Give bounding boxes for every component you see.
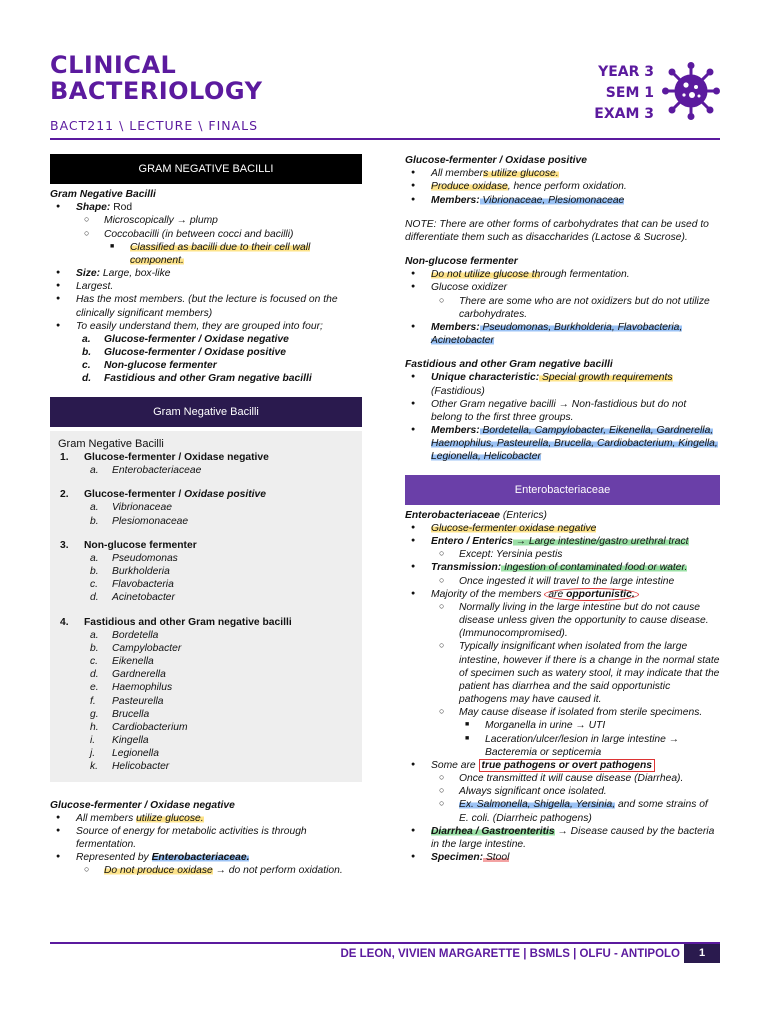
- list-item: ● Specimen: Stool: [405, 851, 720, 864]
- list-item: ● Other Gram negative bacilli → Non-fastidious but do not belong to the first three groups.: [405, 398, 720, 424]
- list-item: ● Do not utilize glucose through fermentation.: [405, 268, 720, 281]
- list-item: ● Represented by Enterobacteriaceae.: [50, 851, 362, 864]
- year-label: YEAR 3: [598, 64, 654, 80]
- list-item: f. Pasteurella: [90, 695, 164, 707]
- banner-gram-negative-bacilli-summary: Gram Negative Bacilli: [50, 397, 362, 427]
- footer-divider: [50, 942, 720, 944]
- sem-label: SEM 1: [605, 85, 654, 101]
- list-item: b. Plesiomonaceae: [90, 515, 189, 527]
- boxed-annotation: true pathogens or overt pathogens: [479, 759, 656, 772]
- list-item: ■ Morganella in urine → UTI: [405, 719, 720, 732]
- list-item: ○ Always significant once isolated.: [405, 785, 720, 798]
- list-item: e. Haemophilus: [90, 682, 173, 694]
- virus-icon: [662, 62, 720, 120]
- list-item: ● Members: Bordetella, Campylobacter, Eikenella, Gardnerella, Haemophilus, Pasteurella, Brucella, Cardiobacterium, Kingella, Legionella, Helicobacter: [405, 424, 720, 464]
- list-item: ○ Normally living in the large intestine but do not cause disease unless given the opportunity to cause disease. (Immunocompromised).: [405, 601, 720, 641]
- list-item: ● To easily understand them, they are grouped into four;: [50, 320, 362, 333]
- list-item: ● Entero / Enterics → Large intestine/gastro urethral tract: [405, 535, 720, 548]
- section-title: Glucose-fermenter / Oxidase negative: [50, 799, 235, 811]
- list-item: ○ Except: Yersinia pestis: [405, 548, 720, 561]
- document-title: [50, 52, 262, 104]
- list-item: ■ Classified as bacilli due to their cell wall component.: [50, 241, 362, 267]
- list-item: k. Helicobacter: [90, 761, 170, 773]
- list-item: ■ Laceration/ulcer/lesion in large intestine → Bacteremia or septicemia: [405, 733, 720, 759]
- oxidase-negative-list: [50, 812, 362, 878]
- oxidase-positive-list: [405, 167, 720, 207]
- list-item: d. Acinetobacter: [90, 592, 175, 604]
- list-item: ○ There are some who are not oxidizers but do not utilize carbohydrates.: [405, 295, 720, 321]
- list-item: i. Kingella: [90, 735, 149, 747]
- summary-box: [50, 431, 362, 782]
- list-item: ● Majority of the members are opportunistic.: [405, 588, 720, 601]
- list-item: c. Flavobacteria: [90, 579, 174, 591]
- list-item: d. Gardnerella: [90, 669, 166, 681]
- list-item: ○ Do not produce oxidase → do not perform oxidation.: [50, 864, 362, 877]
- title-line-1: CLINICAL: [50, 51, 177, 79]
- list-item: ○ Typically insignificant when isolated from the large intestine, however if there is a change in the normal state of specimen such as watery stool, it may indicate that the patient has diarrhea and the said opportunistic pathogens may have caused it.: [405, 640, 720, 706]
- page-number: 1: [684, 944, 720, 963]
- list-item: g. Brucella: [90, 708, 150, 720]
- course-subtitle: BACT211 \ LECTURE \ FINALS: [50, 118, 259, 133]
- list-item: ● Diarrhea / Gastroenteritis → Disease caused by the bacteria in the large intestine.: [405, 825, 720, 851]
- list-item: j. Legionella: [90, 748, 159, 760]
- list-item: b. Burkholderia: [90, 566, 170, 578]
- section-title: Non-glucose fermenter: [405, 256, 518, 268]
- list-item: a. Pseudomonas: [90, 552, 178, 564]
- section-title: Fastidious and other Gram negative bacilli: [405, 359, 613, 371]
- note: NOTE: There are other forms of carbohydrates that can be used to differentiate them such as disaccharides (Lactose & Sucrose).: [405, 218, 709, 243]
- list-item: b. Campylobacter: [90, 642, 182, 654]
- list-item: ● Produce oxidase, hence perform oxidation.: [405, 180, 720, 193]
- list-item: c. Eikenella: [90, 656, 154, 668]
- exam-label: EXAM 3: [594, 106, 654, 122]
- list-item: ● All members utilize glucose.: [50, 812, 362, 825]
- enterobacteriaceae-list: [405, 522, 720, 864]
- list-item: d. Fastidious and other Gram negative bacilli: [82, 373, 312, 385]
- list-item: 3. Non-glucose fermenter: [60, 539, 197, 551]
- list-item: a. Vibrionaceae: [90, 502, 172, 514]
- header-divider: [50, 138, 720, 140]
- right-column: [405, 154, 720, 864]
- circled-annotation: are opportunistic.: [544, 588, 638, 601]
- list-item: ○ Once transmitted it will cause disease (Diarrhea).: [405, 772, 720, 785]
- list-item: a. Enterobacteriaceae: [90, 464, 202, 476]
- list-item: ● Glucose-fermenter oxidase negative: [405, 522, 720, 535]
- list-item: ● Size: Large, box-like: [50, 267, 362, 280]
- list-item: ● Source of energy for metabolic activities is through fermentation.: [50, 825, 362, 851]
- section-title: Glucose-fermenter / Oxidase positive: [405, 155, 587, 166]
- list-item: b. Glucose-fermenter / Oxidase positive: [82, 347, 286, 359]
- list-item: a. Bordetella: [90, 629, 159, 641]
- list-item: a. Glucose-fermenter / Oxidase negative: [82, 333, 289, 345]
- section-title: Enterobacteriaceae (Enterics): [405, 509, 547, 521]
- list-item: ● Largest.: [50, 280, 362, 293]
- list-item: ○ Once ingested it will travel to the large intestine: [405, 575, 720, 588]
- group-list: [50, 333, 362, 386]
- list-item: ● Shape: Rod: [50, 201, 362, 214]
- list-item: ● Unique characteristic: Special growth requirements (Fastidious): [405, 371, 720, 397]
- list-item: ● All members utilize glucose.: [405, 167, 720, 180]
- non-glucose-list: [405, 268, 720, 347]
- summary-title: Gram Negative Bacilli: [58, 437, 164, 450]
- summary-list: [58, 451, 354, 774]
- list-item: ○ Ex. Salmonella, Shigella, Yersinia, and some strains of E. coli. (Diarrheic pathogens): [405, 798, 720, 824]
- list-item: ○ May cause disease if isolated from sterile specimens.: [405, 706, 720, 719]
- list-item: ● Glucose oxidizer: [405, 281, 720, 294]
- list-item: ○ Coccobacilli (in between cocci and bacilli): [50, 228, 362, 241]
- left-column: [50, 154, 362, 878]
- fastidious-list: [405, 371, 720, 463]
- list-item: 4. Fastidious and other Gram negative bacilli: [60, 616, 292, 628]
- list-item: ● Some are true pathogens or overt pathogens: [405, 759, 720, 772]
- list-item: ● Has the most members. (but the lecture is focused on the clinically significant members): [50, 293, 362, 319]
- list-item: ● Members: Pseudomonas, Burkholderia, Flavobacteria, Acinetobacter: [405, 321, 720, 347]
- list-item: h. Cardiobacterium: [90, 721, 188, 733]
- list-item: c. Non-glucose fermenter: [82, 360, 217, 372]
- footer-author: DE LEON, VIVIEN MARGARETTE | BSMLS | OLFU - ANTIPOLO: [340, 948, 680, 960]
- list-item: ● Transmission: Ingestion of contaminated food or water.: [405, 561, 720, 574]
- banner-enterobacteriaceae: Enterobacteriaceae: [405, 475, 720, 505]
- list-item: 1. Glucose-fermenter / Oxidase negative: [60, 451, 269, 463]
- banner-gram-negative-bacilli: GRAM NEGATIVE BACILLI: [50, 154, 362, 184]
- exam-info: [582, 62, 654, 125]
- section-title: Gram Negative Bacilli: [50, 189, 156, 201]
- title-line-2: BACTERIOLOGY: [50, 77, 263, 105]
- list-item: ○ Microscopically → plump: [50, 214, 362, 227]
- list-item: ● Members: Vibrionaceae, Plesiomonaceae: [405, 194, 720, 207]
- list-item: 2. Glucose-fermenter / Oxidase positive: [60, 489, 266, 501]
- gnb-list: [50, 201, 362, 333]
